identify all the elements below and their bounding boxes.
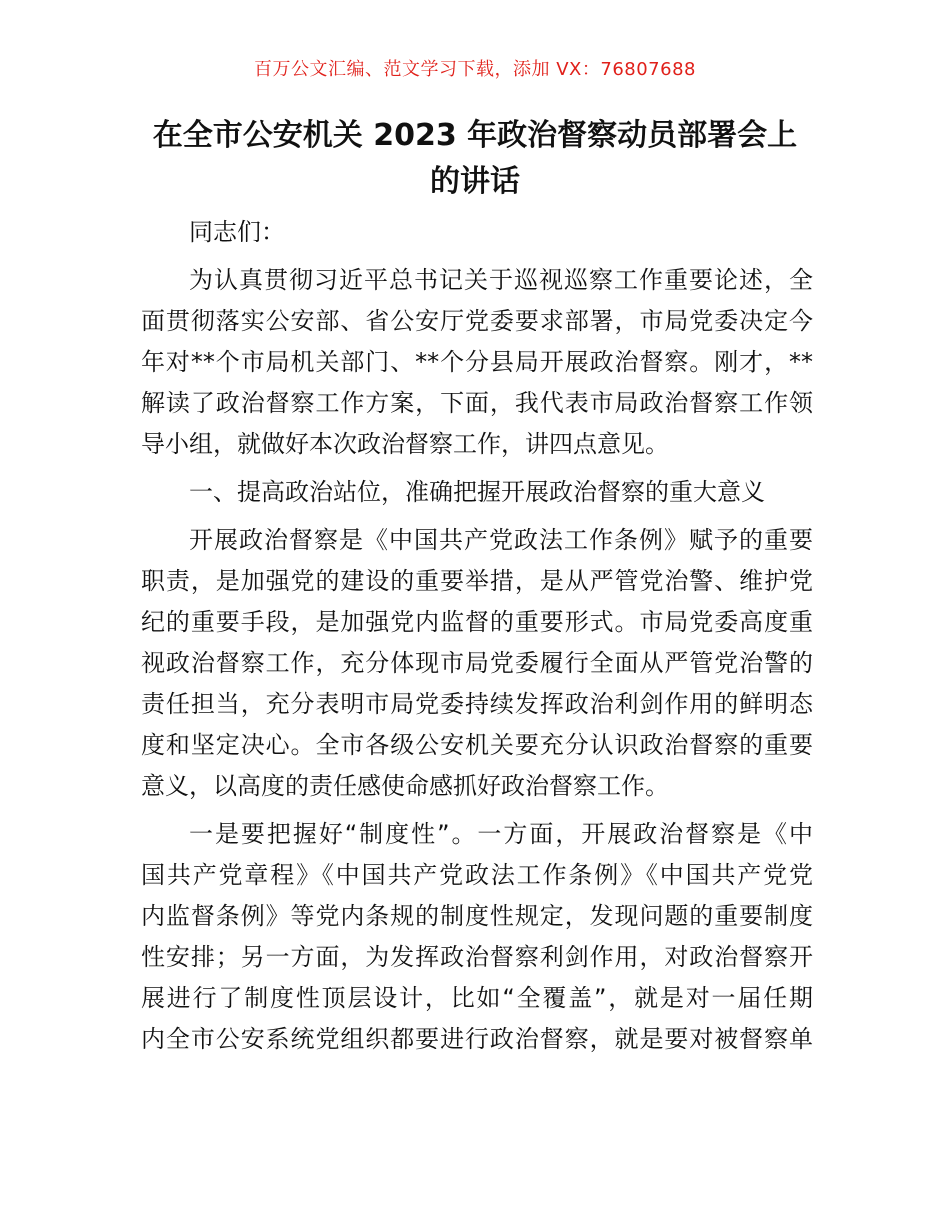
- salutation-text: 同志们：: [189, 218, 285, 246]
- paragraph-significance: [141, 520, 813, 807]
- document-title: [130, 113, 820, 205]
- paragraph-line: 职责，是加强党的建设的重要举措，是从严管党治警、维护党: [141, 567, 813, 595]
- paragraph-line: 内监督条例》等党内条规的制度性规定，发现问题的重要制度: [141, 902, 813, 930]
- paragraph-line: 视政治督察工作，充分体现市局党委履行全面从严管党治警的: [141, 649, 813, 677]
- header-watermark-note: 百万公文汇编、范文学习下载，添加 VX：76807688: [254, 59, 696, 80]
- paragraph-institutional: [141, 814, 813, 1060]
- title-line-2: 的讲话: [430, 164, 520, 199]
- paragraph-line: 纪的重要手段，是加强党内监督的重要形式。市局党委高度重: [141, 608, 813, 636]
- paragraph-intro: [141, 260, 813, 465]
- paragraph-line: 度和坚定决心。全市各级公安机关要充分认识政治督察的重要: [141, 731, 813, 759]
- paragraph-line: 责任担当，充分表明市局党委持续发挥政治利剑作用的鲜明态: [141, 690, 813, 718]
- paragraph-line: 开展政治督察是《中国共产党政法工作条例》赋予的重要: [189, 526, 813, 554]
- paragraph-line: 面贯彻落实公安部、省公安厅党委要求部署，市局党委决定今: [141, 307, 813, 335]
- document-body: [141, 212, 813, 1067]
- paragraph-line: 内全市公安系统党组织都要进行政治督察，就是要对被督察单: [141, 1025, 813, 1053]
- title-line-1: 在全市公安机关 2023 年政治督察动员部署会上: [152, 118, 798, 153]
- paragraph-line: 国共产党章程》《中国共产党政法工作条例》《中国共产党党: [141, 861, 813, 889]
- paragraph-line: 年对**个市局机关部门、**个分县局开展政治督察。刚才，**: [141, 348, 813, 376]
- section-heading-text: 一、提高政治站位，准确把握开展政治督察的重大意义: [189, 478, 765, 506]
- paragraph-line: 为认真贯彻习近平总书记关于巡视巡察工作重要论述，全: [189, 266, 813, 294]
- paragraph-line: 一是要把握好“制度性”。一方面，开展政治督察是《中: [189, 820, 813, 848]
- paragraph-line: 展进行了制度性顶层设计，比如“全覆盖”，就是对一届任期: [141, 984, 813, 1012]
- salutation: [141, 212, 813, 253]
- paragraph-line: 导小组，就做好本次政治督察工作，讲四点意见。: [141, 430, 669, 458]
- section-heading-1: [141, 472, 813, 513]
- paragraph-line: 性安排；另一方面，为发挥政治督察利剑作用，对政治督察开: [141, 943, 813, 971]
- paragraph-line: 解读了政治督察工作方案，下面，我代表市局政治督察工作领: [141, 389, 813, 417]
- paragraph-line: 意义，以高度的责任感使命感抓好政治督察工作。: [141, 772, 669, 800]
